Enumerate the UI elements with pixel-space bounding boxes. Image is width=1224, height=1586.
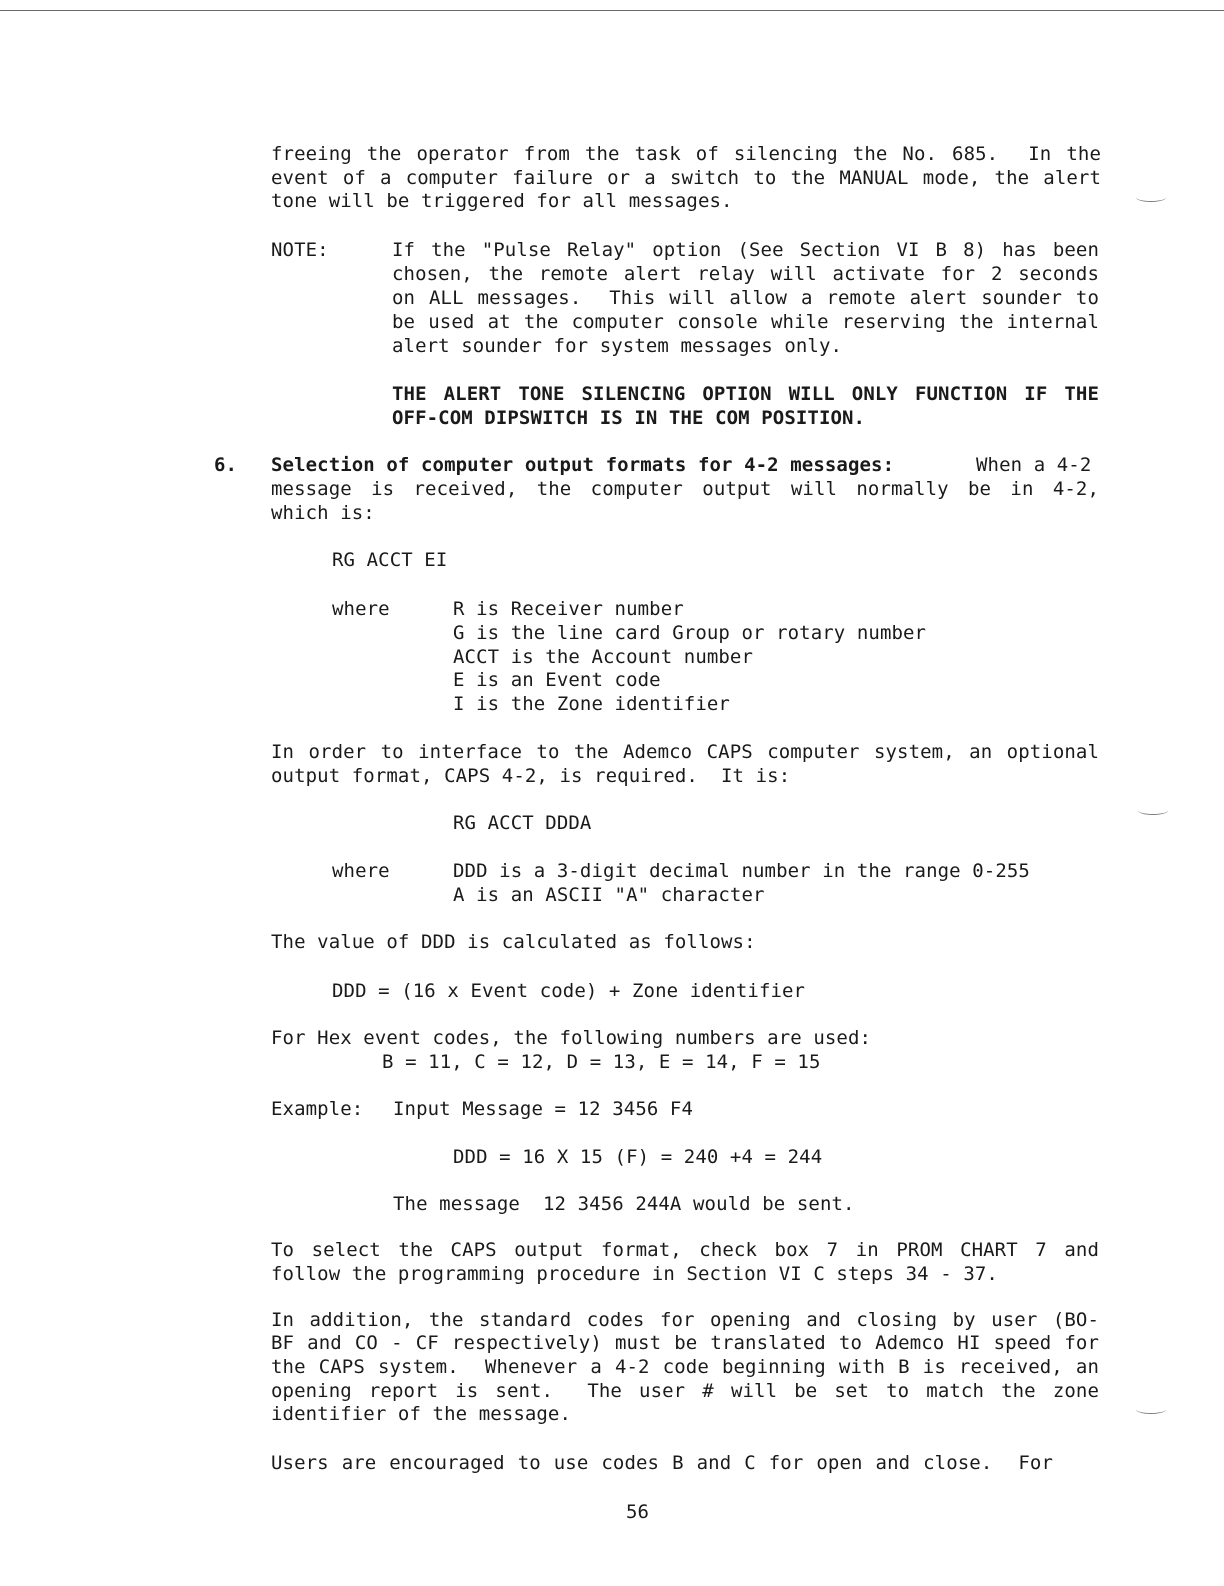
format-line: RG ACCT EI bbox=[332, 549, 448, 571]
paragraph-line: To select the CAPS output format, check box 7 in PROM CHART 7 and bbox=[271, 1239, 1099, 1261]
definition-line: I is the Zone identifier bbox=[453, 693, 730, 715]
margin-mark bbox=[1138, 806, 1168, 815]
definition-line: ACCT is the Account number bbox=[453, 646, 754, 668]
paragraph-line: identifier of the message. bbox=[271, 1403, 572, 1425]
margin-mark bbox=[1136, 1405, 1166, 1414]
item-number: 6. bbox=[214, 454, 238, 476]
paragraph-line: In addition, the standard codes for opening and closing by user (BO- bbox=[271, 1309, 1099, 1331]
format-line: RG ACCT DDDA bbox=[453, 812, 592, 834]
note-line: chosen, the remote alert relay will activate for 2 seconds bbox=[392, 263, 1099, 285]
paragraph-line: which is: bbox=[271, 502, 375, 524]
definition-line: G is the line card Group or rotary number bbox=[453, 622, 927, 644]
paragraph-line: In order to interface to the Ademco CAPS computer system, an optional bbox=[271, 741, 1099, 763]
hex-values-line: B = 11, C = 12, D = 13, E = 14, F = 15 bbox=[382, 1051, 821, 1073]
note-label: NOTE: bbox=[271, 239, 329, 261]
paragraph-line: follow the programming procedure in Section VI C steps 34 - 37. bbox=[271, 1263, 998, 1285]
paragraph-line: tone will be triggered for all messages. bbox=[271, 190, 733, 212]
paragraph-line: output format, CAPS 4-2, is required. It is: bbox=[271, 765, 791, 787]
paragraph-line: message is received, the computer output will normally be in 4-2, bbox=[271, 478, 1099, 500]
item-heading-rest: When a 4-2 bbox=[976, 454, 1092, 476]
example-input: Input Message = 12 3456 F4 bbox=[393, 1098, 694, 1120]
top-rule bbox=[0, 10, 1224, 11]
definition-line: R is Receiver number bbox=[453, 598, 684, 620]
note-line: be used at the computer console while reserving the internal bbox=[392, 311, 1099, 333]
paragraph-line: BF and CO - CF respectively) must be translated to Ademco HI speed for bbox=[271, 1332, 1099, 1354]
example-label: Example: bbox=[271, 1098, 364, 1120]
example-result: The message 12 3456 244A would be sent. bbox=[393, 1193, 855, 1215]
paragraph-line: freeing the operator from the task of silencing the No. 685. In the bbox=[271, 143, 1101, 165]
paragraph-line: Users are encouraged to use codes B and C for open and close. For bbox=[271, 1452, 1053, 1474]
note-line: If the "Pulse Relay" option (See Section VI B 8) has been bbox=[392, 239, 1099, 261]
definition-line: A is an ASCII "A" character bbox=[453, 884, 765, 906]
paragraph-line: For Hex event codes, the following numbers are used: bbox=[271, 1027, 872, 1049]
warning-line: OFF-COM DIPSWITCH IS IN THE COM POSITION. bbox=[392, 407, 866, 429]
formula-line: DDD = (16 x Event code) + Zone identifier bbox=[332, 980, 806, 1002]
definition-line: DDD is a 3-digit decimal number in the range 0-255 bbox=[453, 860, 1030, 882]
where-label: where bbox=[332, 598, 390, 620]
note-line: alert sounder for system messages only. bbox=[392, 335, 843, 357]
example-calc: DDD = 16 X 15 (F) = 240 +4 = 244 bbox=[453, 1146, 823, 1168]
warning-line: THE ALERT TONE SILENCING OPTION WILL ONLY FUNCTION IF THE bbox=[392, 383, 1099, 405]
paragraph-line: The value of DDD is calculated as follows: bbox=[271, 931, 756, 953]
where-label: where bbox=[332, 860, 390, 882]
note-line: on ALL messages. This will allow a remote alert sounder to bbox=[392, 287, 1099, 309]
paragraph-line: event of a computer failure or a switch to the MANUAL mode, the alert bbox=[271, 167, 1101, 189]
page-number: 56 bbox=[626, 1501, 650, 1523]
paragraph-line: opening report is sent. The user # will be set to match the zone bbox=[271, 1380, 1099, 1402]
margin-mark bbox=[1136, 193, 1166, 202]
definition-line: E is an Event code bbox=[453, 669, 661, 691]
paragraph-line: the CAPS system. Whenever a 4-2 code beginning with B is received, an bbox=[271, 1356, 1099, 1378]
item-heading: Selection of computer output formats for 4-2 messages: bbox=[271, 454, 895, 476]
